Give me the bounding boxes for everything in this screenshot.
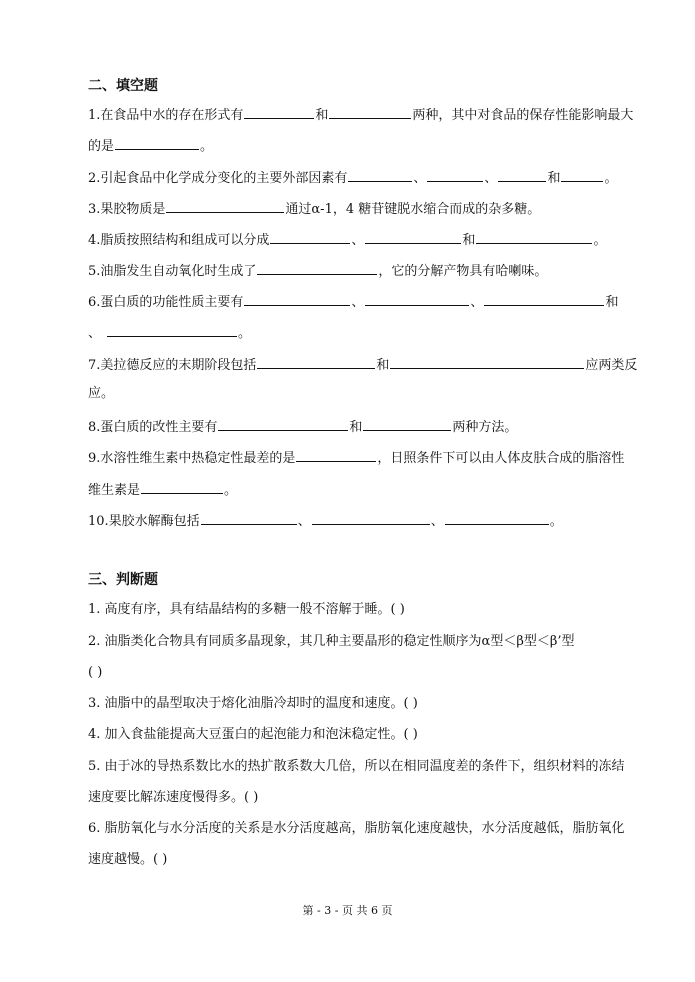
answer-blank[interactable] [270, 228, 350, 244]
question-7-line-1: 7.美拉德反应的末期阶段包括 和 应两类反 [88, 353, 637, 376]
answer-blank[interactable] [257, 353, 375, 369]
answer-blank[interactable] [244, 290, 350, 306]
tf-item-2-line-2: ( ) [88, 665, 103, 680]
question-9-line-2: 维生素是 。 [88, 478, 237, 501]
question-4: 4.脂质按照结构和组成可以分成 、 和 。 [88, 228, 606, 251]
question-6-line-1: 6.蛋白质的功能性质主要有 、 、 和 [88, 290, 618, 313]
page-number-footer: 第 - 3 - 页 共 6 页 [302, 904, 393, 917]
answer-blank[interactable] [365, 290, 469, 306]
tf-item-5-line-1: 5. 由于冰的导热系数比水的热扩散系数大几倍，所以在相同温度差的条件下，组织材料的冻结 [88, 759, 625, 774]
tf-item-6-line-2: 速度越慢。( ) [88, 852, 168, 867]
answer-blank[interactable] [218, 415, 348, 431]
answer-blank[interactable] [166, 197, 284, 213]
answer-blank[interactable] [348, 166, 412, 182]
answer-blank[interactable] [390, 353, 584, 369]
section-title-fill-in: 二、填空题 [88, 78, 158, 94]
section-title-true-false: 三、判断题 [88, 572, 158, 588]
tf-item-4: 4. 加入食盐能提高大豆蛋白的起泡能力和泡沫稳定性。( ) [88, 727, 418, 742]
question-7-line-2: 应。 [88, 386, 115, 401]
tf-item-6-line-1: 6. 脂肪氧化与水分活度的关系是水分活度越高，脂肪氧化速度越快，水分活度越低，脂肪氧化 [88, 821, 625, 836]
answer-blank[interactable] [365, 228, 461, 244]
tf-item-2-line-1: 2. 油脂类化合物具有同质多晶现象，其几种主要晶形的稳定性顺序为α型＜β型＜β’型 [88, 634, 575, 649]
answer-blank[interactable] [329, 103, 411, 119]
answer-blank[interactable] [427, 166, 483, 182]
answer-blank[interactable] [115, 134, 199, 150]
tf-item-3: 3. 油脂中的晶型取决于熔化油脂冷却时的温度和速度。( ) [88, 696, 418, 711]
answer-blank[interactable] [363, 415, 451, 431]
tf-item-1: 1. 高度有序，具有结晶结构的多糖一般不溶解于睡。( ) [88, 602, 405, 617]
answer-blank[interactable] [244, 103, 314, 119]
question-8: 8.蛋白质的改性主要有 和 两种方法。 [88, 415, 517, 438]
question-3: 3.果胶物质是 通过α-1，4 糖苷键脱水缩合而成的杂多糖。 [88, 197, 540, 220]
question-9-line-1: 9.水溶性维生素中热稳定性最差的是 ，日照条件下可以由人体皮肤合成的脂溶性 [88, 446, 624, 469]
answer-blank[interactable] [257, 259, 377, 275]
answer-blank[interactable] [296, 446, 376, 462]
answer-blank[interactable] [476, 228, 592, 244]
answer-blank[interactable] [498, 166, 546, 182]
answer-blank[interactable] [141, 478, 223, 494]
question-1-line-2: 的是 。 [88, 134, 213, 157]
answer-blank[interactable] [201, 509, 297, 525]
answer-blank[interactable] [484, 290, 604, 306]
question-6-line-2: 、 。 [88, 321, 251, 344]
tf-item-5-line-2: 速度要比解冻速度慢得多。( ) [88, 790, 259, 805]
question-2: 2.引起食品中化学成分变化的主要外部因素有 、 、 和 。 [88, 166, 617, 189]
question-5: 5.油脂发生自动氧化时生成了 ，它的分解产物具有哈喇味。 [88, 259, 547, 282]
answer-blank[interactable] [445, 509, 549, 525]
question-1-line-1: 1.在食品中水的存在形式有 和 两种，其中对食品的保存性能影响最大 [88, 103, 633, 126]
answer-blank[interactable] [107, 321, 237, 337]
answer-blank[interactable] [561, 166, 603, 182]
question-10: 10.果胶水解酶包括 、 、 。 [88, 509, 563, 532]
answer-blank[interactable] [312, 509, 430, 525]
